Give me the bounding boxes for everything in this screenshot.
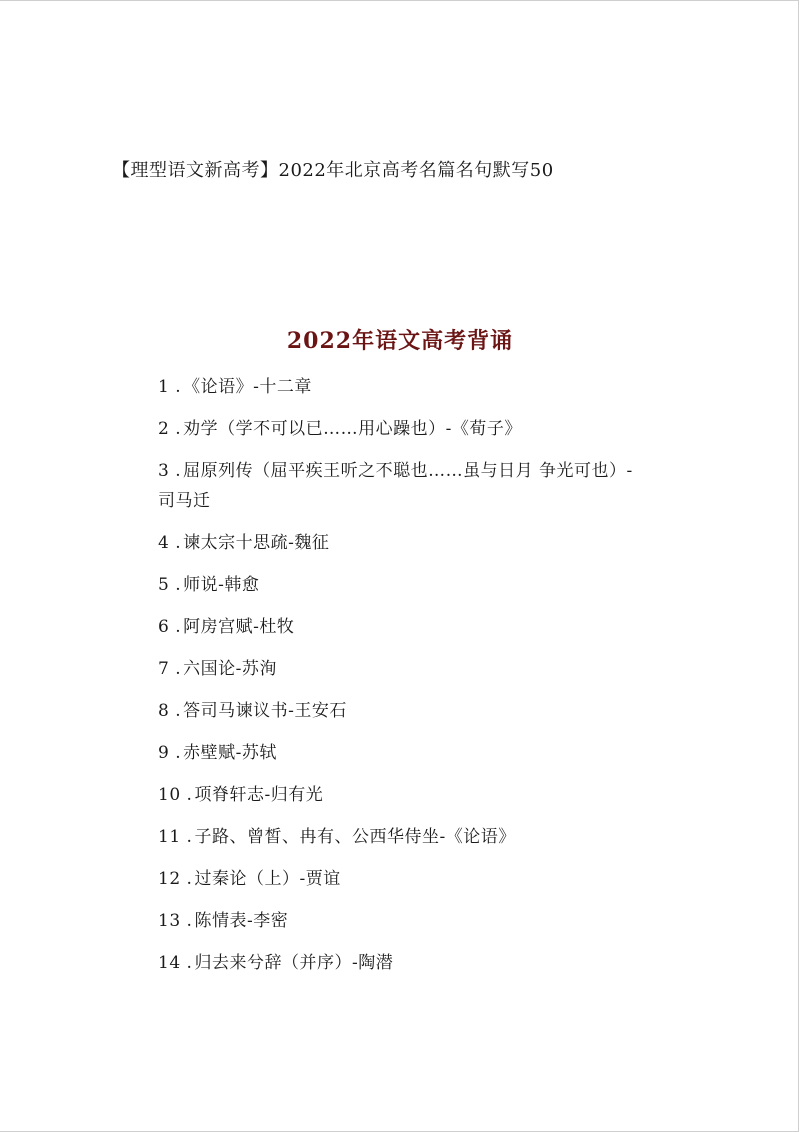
item-number: 5 . (158, 575, 182, 595)
item-text: 谏太宗十思疏-魏征 (183, 533, 330, 553)
list-item (158, 822, 638, 852)
item-text: 六国论-苏洵 (183, 659, 277, 679)
item-text: 赤壁赋-苏轼 (183, 743, 277, 763)
item-number: 9 . (158, 743, 182, 763)
list-item (158, 612, 638, 642)
list-item (158, 864, 638, 894)
item-text: 劝学（学不可以已……用心躁也）-《荀子》 (183, 419, 522, 439)
item-text: 过秦论（上）-贾谊 (194, 869, 341, 889)
item-number: 14 . (158, 953, 193, 973)
item-text: 项脊轩志-归有光 (194, 785, 324, 805)
list-item (158, 696, 638, 726)
list-item (158, 906, 638, 936)
item-number: 12 . (158, 869, 193, 889)
item-text: 屈原列传（屈平疾王听之不聪也……虽与日月 争光可也）-司马迁 (158, 461, 633, 511)
item-text: 子路、曾皙、冉有、公西华侍坐-《论语》 (194, 827, 516, 847)
recitation-list (158, 372, 638, 990)
item-number: 8 . (158, 701, 182, 721)
list-item (158, 414, 638, 444)
item-number: 7 . (158, 659, 182, 679)
item-text: 答司马谏议书-王安石 (183, 701, 347, 721)
item-number: 3 . (158, 461, 182, 481)
list-item (158, 528, 638, 558)
item-number: 4 . (158, 533, 182, 553)
item-number: 1 . (158, 377, 182, 397)
list-item (158, 948, 638, 978)
list-item (158, 456, 638, 516)
item-text: 归去来兮辞（并序）-陶潜 (194, 953, 394, 973)
item-text: 陈情表-李密 (194, 911, 289, 931)
item-number: 6 . (158, 617, 182, 637)
section-title: 2022年语文高考背诵 (286, 328, 514, 354)
item-number: 2 . (158, 419, 182, 439)
item-number: 13 . (158, 911, 193, 931)
list-item (158, 372, 638, 402)
item-text: 师说-韩愈 (183, 575, 260, 595)
list-item (158, 738, 638, 768)
item-text: 《论语》-十二章 (183, 377, 312, 397)
item-text: 阿房宫赋-杜牧 (183, 617, 295, 637)
document-header: 【理型语文新高考】2022年北京高考名篇名句默写50 (112, 160, 554, 181)
list-item (158, 654, 638, 684)
item-number: 10 . (158, 785, 193, 805)
item-number: 11 . (158, 827, 193, 847)
list-item (158, 570, 638, 600)
list-item (158, 780, 638, 810)
